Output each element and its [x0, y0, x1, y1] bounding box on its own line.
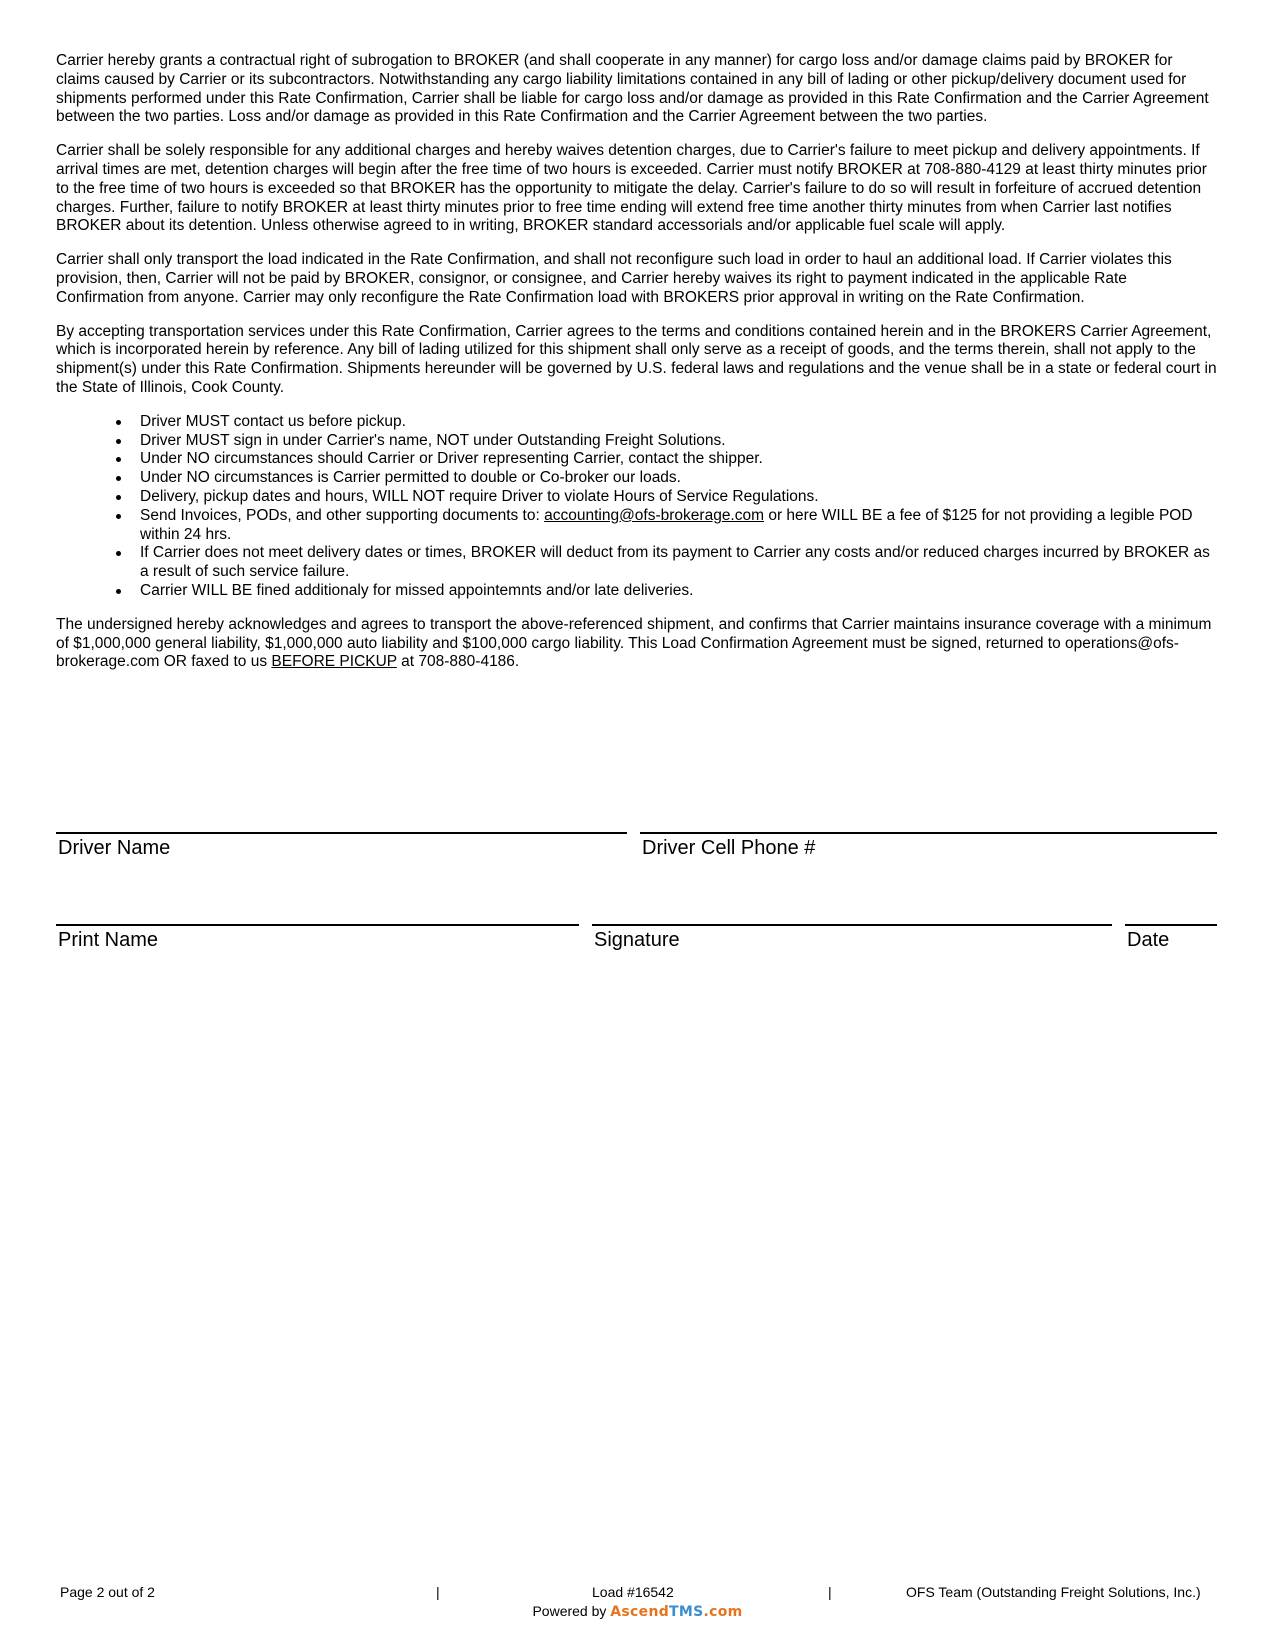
page-number: Page 2 out of 2 — [60, 1584, 155, 1600]
invoice-rule-text: Send Invoices, PODs, and other supporting documents to: — [140, 506, 545, 524]
terms-body — [56, 52, 1218, 687]
list-item: Carrier WILL BE fined additionaly for missed appointemnts and/or late deliveries. — [140, 582, 1218, 601]
acknowledgement-paragraph: The undersigned hereby acknowledges and agrees to transport the above-referenced shipment, and confirms that Carrier maintains insurance coverage with a minimum of $1,000,000 general liability, $1,000,000 auto liability and $100,000 cargo liability. This Load Confirmation Agreement must be signed, returned to operations@ofs-brokerage.com OR faxed to us BEFORE PICKUP at 708-880-4186. — [56, 615, 1212, 671]
ascendtms-logo[interactable]: AscendTMS.com — [610, 1604, 743, 1620]
before-pickup-emphasis: BEFORE PICKUP — [271, 653, 397, 671]
reconfigure-paragraph: Carrier shall only transport the load indicated in the Rate Confirmation, and shall not reconfigure such load in order to haul an additional load. If Carrier violates this provision, then, Carrier will not be paid by BROKER, consignor, or consignee, and Carrier hereby waives its right to payment indicated in the applicable Rate Confirmation from anyone. Carrier may only reconfigure the Rate Confirmation load with BROKERS prior approval in writing on the Rate Confirmation. — [56, 251, 1172, 306]
date-label: Date — [1127, 929, 1170, 951]
driver-cell-line[interactable] — [640, 832, 1217, 834]
print-name-line[interactable] — [56, 924, 579, 926]
list-item — [140, 507, 1218, 545]
driver-rules-list — [56, 413, 1218, 601]
list-item: Driver MUST contact us before pickup. — [140, 413, 1218, 432]
list-item: If Carrier does not meet delivery dates or times, BROKER will deduct from its payment to Carrier any costs and/or reduced charges incurred by BROKER as a result of such service failure. — [140, 544, 1218, 582]
footer-separator: | — [828, 1584, 832, 1600]
footer-separator: | — [436, 1584, 440, 1600]
detention-paragraph: Carrier shall be solely responsible for any additional charges and hereby waives detention charges, due to Carrier's failure to meet pickup and delivery appointments. If arrival times are met, detention charges will begin after the free time of two hours is exceeded. Carrier must notify BROKER at 708-880-4129 at least thirty minutes prior to the free time of two hours is exceeded so that BROKER has the opportunity to mitigate the delay. Carrier's failure to do so will result in forfeiture of accrued detention charges. Further, failure to notify BROKER at least thirty minutes prior to free time ending will extend free time another thirty minutes from when Carrier last notifies BROKER about its detention. Unless otherwise agreed to in writing, BROKER standard accessorials and/or applicable fuel scale will apply. — [56, 142, 1207, 235]
subrogation-paragraph: Carrier hereby grants a contractual right of subrogation to BROKER (and shall cooperate in any manner) for cargo loss and/or damage claims paid by BROKER for claims caused by Carrier or its subcontractors. Notwithstanding any cargo liability limitations contained in any bill of lading or other pickup/delivery document used for shipments performed under this Rate Confirmation, Carrier shall be liable for cargo loss and/or damage as provided in this Rate Confirmation and the Carrier Agreement between the two parties. Loss and/or damage as provided in this Rate Confirmation and the Carrier Agreement between the two parties. — [56, 52, 1209, 126]
powered-by — [0, 1603, 1275, 1621]
load-number: Load #16542 — [592, 1584, 674, 1600]
company-name: OFS Team (Outstanding Freight Solutions, Inc.) — [906, 1584, 1201, 1600]
signature-label: Signature — [594, 929, 680, 951]
print-name-label: Print Name — [58, 929, 159, 951]
signature-line[interactable] — [592, 924, 1112, 926]
date-line[interactable] — [1125, 924, 1217, 926]
list-item: Delivery, pickup dates and hours, WILL NOT require Driver to violate Hours of Service Regulations. — [140, 488, 1218, 507]
governing-law-paragraph: By accepting transportation services under this Rate Confirmation, Carrier agrees to the terms and conditions contained herein and in the BROKERS Carrier Agreement, which is incorporated herein by reference. Any bill of lading utilized for this shipment shall only serve as a receipt of goods, and the terms therein, shall not apply to the shipment(s) under this Rate Confirmation. Shipments hereunder will be governed by U.S. federal laws and regulations and the venue shall be in a state or federal court in the State of Illinois, Cook County. — [56, 322, 1217, 396]
powered-by-label: Powered by — [532, 1603, 607, 1619]
driver-cell-label: Driver Cell Phone # — [642, 837, 816, 859]
invoice-rule-text-end: or here WILL BE a fee of $125 for not providing a legible POD within 24 hrs. — [140, 506, 1193, 543]
driver-name-label: Driver Name — [58, 837, 171, 859]
list-item: Under NO circumstances should Carrier or Driver representing Carrier, contact the shipper. — [140, 450, 1218, 469]
driver-name-line[interactable] — [56, 832, 627, 834]
accounting-email-link[interactable]: accounting@ofs-brokerage.com — [544, 506, 765, 524]
list-item: Driver MUST sign in under Carrier's name, NOT under Outstanding Freight Solutions. — [140, 432, 1218, 451]
list-item: Under NO circumstances is Carrier permitted to double or Co-broker our loads. — [140, 469, 1218, 488]
